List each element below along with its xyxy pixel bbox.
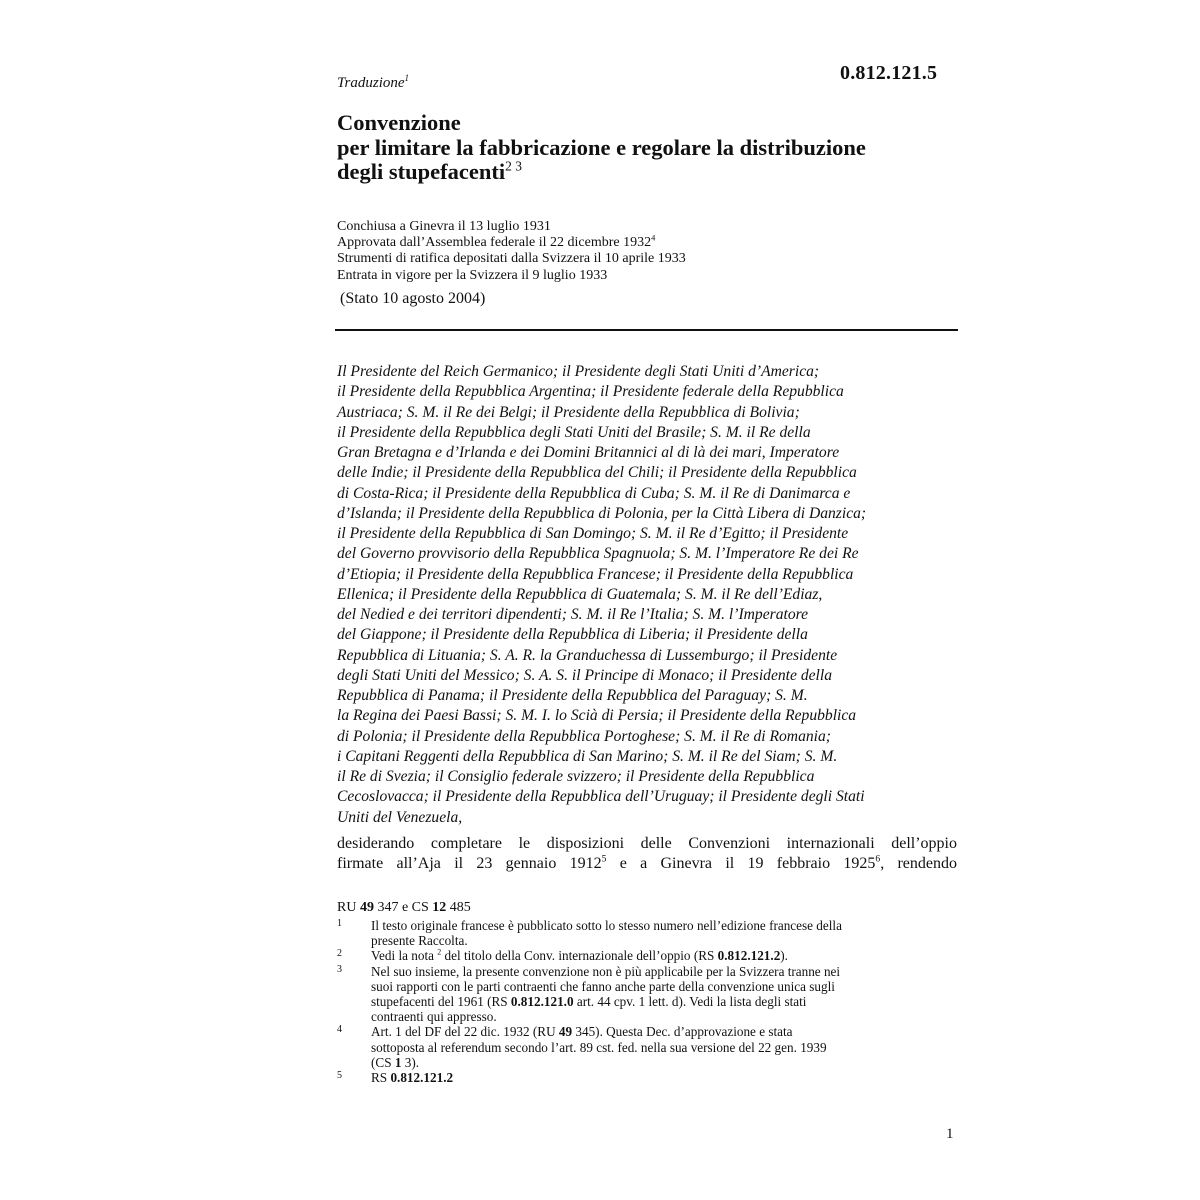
date-entrata: Entrata in vigore per la Svizzera il 9 luglio 1933 bbox=[337, 267, 608, 283]
preamble-line: Repubblica di Panama; il Presidente della Repubblica del Paraguay; S. M. bbox=[337, 687, 808, 704]
footnote-2 bbox=[337, 948, 962, 963]
footnote-segment: 3). bbox=[401, 1054, 420, 1070]
footnote-line: presente Raccolta. bbox=[371, 933, 468, 949]
ru-prefix: RU bbox=[337, 900, 360, 915]
ru-reference bbox=[337, 900, 471, 916]
footnote-rs-number: 0.812.121.2 bbox=[717, 948, 781, 964]
footnote-5 bbox=[337, 1070, 962, 1085]
translation-footnote-ref[interactable]: 1 bbox=[404, 73, 410, 83]
footnote-segment: RS bbox=[371, 1070, 391, 1086]
preamble-line: il Re di Svezia; il Consiglio federale svizzero; il Presidente della Repubblica bbox=[337, 768, 815, 785]
document-title bbox=[337, 111, 866, 185]
ru-mid: 347 e CS bbox=[373, 900, 433, 915]
preamble bbox=[337, 362, 962, 828]
footnote-line: Il testo originale francese è pubblicato sotto lo stesso numero nell’edizione francese della bbox=[371, 918, 842, 933]
dates-block bbox=[337, 219, 686, 284]
preamble-line: la Regina dei Paesi Bassi; S. M. I. lo Scià di Persia; il Presidente della Repubblica bbox=[337, 707, 857, 725]
footnote-4 bbox=[337, 1024, 962, 1070]
ru-volume-2: 12 bbox=[432, 900, 447, 915]
footnote-mark: 5 bbox=[337, 1070, 342, 1082]
footnote-text bbox=[371, 948, 962, 963]
preamble-line: d’Etiopia; il Presidente della Repubblica Francese; il Presidente della Repubblica bbox=[337, 565, 854, 583]
title-line-3-text: degli stupefacenti bbox=[337, 159, 506, 184]
footnote-1 bbox=[337, 918, 962, 948]
preamble-line: Austriaca; S. M. il Re dei Belgi; il Presidente della Repubblica di Bolivia; bbox=[337, 403, 800, 421]
preamble-line: del Nedied e dei territori dipendenti; S. M. il Re l’Italia; S. M. l’Imperatore bbox=[337, 606, 809, 623]
footnote-mark: 2 bbox=[337, 948, 342, 960]
header-divider bbox=[335, 329, 958, 331]
footnote-mark: 4 bbox=[337, 1024, 342, 1036]
footnote-line bbox=[371, 1055, 962, 1070]
footnote-line bbox=[371, 1024, 962, 1039]
footnote-text bbox=[371, 918, 962, 948]
footnote-rs-number: 0.812.121.0 bbox=[510, 994, 574, 1010]
body-line-2 bbox=[337, 854, 957, 874]
title-line-3 bbox=[337, 160, 866, 185]
preamble-line: Repubblica di Lituania; S. A. R. la Granduchessa di Lussemburgo; il Presidente bbox=[337, 646, 838, 664]
preamble-line: Gran Bretagna e d’Irlanda e dei Domini Britannici al di là dei mari, Imperatore bbox=[337, 444, 840, 461]
preamble-line: Ellenica; il Presidente della Repubblica di Guatemala; S. M. il Re dell’Ediaz, bbox=[337, 585, 823, 603]
footnote-mark: 3 bbox=[337, 963, 342, 975]
preamble-line: di Costa-Rica; il Presidente della Repubblica di Cuba; S. M. il Re di Danimarca e bbox=[337, 484, 851, 502]
footnote-line: sottoposta al referendum secondo l’art. 89 cst. fed. nella sua versione del 22 gen. 1939 bbox=[371, 1039, 827, 1055]
sr-number: 0.812.121.5 bbox=[840, 62, 938, 84]
preamble-line: i Capitani Reggenti della Repubblica di San Marino; S. M. il Re del Siam; S. M. bbox=[337, 747, 838, 765]
footnote-3 bbox=[337, 964, 962, 1025]
footnote-ru-volume: 49 bbox=[558, 1024, 573, 1040]
footnote-ref-5[interactable]: 5 bbox=[601, 853, 607, 865]
footnote-segment: Vedi la nota bbox=[371, 948, 438, 964]
date-approvata-text: Approvata dall’Assemblea federale il 22 dicembre 1932 bbox=[337, 235, 652, 251]
body-line-2-b: e a Ginevra il 19 febbraio 1925 bbox=[606, 854, 876, 872]
footnote-segment: stupefacenti del 1961 (RS bbox=[371, 994, 511, 1010]
footnote-segment: del titolo della Conv. internazionale dell’oppio (RS bbox=[441, 948, 718, 964]
preamble-line: del Governo provvisorio della Repubblica Spagnuola; S. M. l’Imperatore Re dei Re bbox=[337, 545, 859, 563]
footnote-segment: ). bbox=[780, 948, 788, 964]
preamble-line: d’Islanda; il Presidente della Repubblica di Polonia, per la Città Libera di Danzica; bbox=[337, 504, 867, 522]
preamble-line: delle Indie; il Presidente della Repubblica del Chili; il Presidente della Repubblica bbox=[337, 464, 857, 482]
preamble-line: Il Presidente del Reich Germanico; il Presidente degli Stati Uniti d’America; bbox=[337, 363, 820, 380]
preamble-line: il Presidente della Repubblica degli Stati Uniti del Brasile; S. M. il Re della bbox=[337, 423, 811, 441]
footnotes bbox=[337, 918, 962, 1085]
title-line-2: per limitare la fabbricazione e regolare la distribuzione bbox=[337, 134, 866, 160]
body-line-2-a: firmate all’Aja il 23 gennaio 1912 bbox=[337, 854, 602, 872]
preamble-line: il Presidente della Repubblica di San Domingo; S. M. il Re d’Egitto; il Presidente bbox=[337, 525, 849, 542]
footnote-segment: art. 44 cpv. 1 lett. d). Vedi la lista degli stati bbox=[573, 994, 807, 1010]
preamble-line: il Presidente della Repubblica Argentina; il Presidente federale della Repubblica bbox=[337, 383, 844, 401]
body-line-2-c: , rendendo bbox=[880, 854, 958, 872]
status-date: (Stato 10 agosto 2004) bbox=[340, 290, 486, 307]
footnote-text bbox=[371, 1024, 962, 1070]
footnote-segment: 345). Questa Dec. d’approvazione e stata bbox=[572, 1024, 793, 1040]
footnote-line bbox=[371, 994, 962, 1009]
footnote-segment: (CS bbox=[371, 1054, 395, 1070]
date-conchiusa: Conchiusa a Ginevra il 13 luglio 1931 bbox=[337, 219, 551, 234]
approvata-footnote-ref[interactable]: 4 bbox=[651, 233, 656, 243]
footnote-inline-ref: 2 bbox=[437, 948, 442, 958]
preamble-line: di Polonia; il Presidente della Repubblica Portoghese; S. M. il Re di Romania; bbox=[337, 727, 831, 745]
title-line-1: Convenzione bbox=[337, 110, 461, 135]
footnote-line: suoi rapporti con le parti contraenti che fanno anche parte della convenzione unica sugli bbox=[371, 978, 835, 994]
footnote-segment: Art. 1 del DF del 22 dic. 1932 (RU bbox=[371, 1024, 559, 1040]
footnote-mark: 1 bbox=[337, 918, 342, 929]
date-approvata bbox=[337, 235, 686, 251]
body-paragraph bbox=[337, 834, 957, 873]
ru-volume-1: 49 bbox=[359, 900, 374, 915]
footnote-text bbox=[371, 1070, 962, 1085]
ru-suffix: 485 bbox=[446, 900, 471, 915]
footnote-text bbox=[371, 964, 962, 1025]
body-line-1: desiderando completare le disposizioni delle Convenzioni internazionali dell’oppio bbox=[337, 835, 957, 852]
footnote-line bbox=[371, 948, 962, 963]
footnote-line: Nel suo insieme, la presente convenzione non è più applicabile per la Svizzera tranne nei bbox=[371, 963, 841, 979]
title-footnote-refs[interactable]: 2 3 bbox=[505, 158, 522, 174]
footnote-line: contraenti qui appresso. bbox=[371, 1009, 497, 1025]
footnote-line bbox=[371, 1070, 962, 1085]
translation-text: Traduzione bbox=[337, 75, 405, 91]
preamble-line: Uniti del Venezuela, bbox=[337, 808, 463, 826]
preamble-line: Cecoslovacca; il Presidente della Repubblica dell’Uruguay; il Presidente degli Stati bbox=[337, 788, 865, 806]
page-number: 1 bbox=[946, 1126, 954, 1142]
footnote-ref-6[interactable]: 6 bbox=[875, 853, 881, 865]
translation-label bbox=[337, 75, 409, 92]
date-strumenti: Strumenti di ratifica depositati dalla Svizzera il 10 aprile 1933 bbox=[337, 251, 686, 267]
preamble-line: degli Stati Uniti del Messico; S. A. S. il Principe di Monaco; il Presidente della bbox=[337, 666, 833, 684]
footnote-cs-volume: 1 bbox=[394, 1054, 402, 1070]
preamble-line: del Giappone; il Presidente della Repubblica di Liberia; il Presidente della bbox=[337, 626, 808, 644]
footnote-rs-number: 0.812.121.2 bbox=[390, 1070, 454, 1086]
